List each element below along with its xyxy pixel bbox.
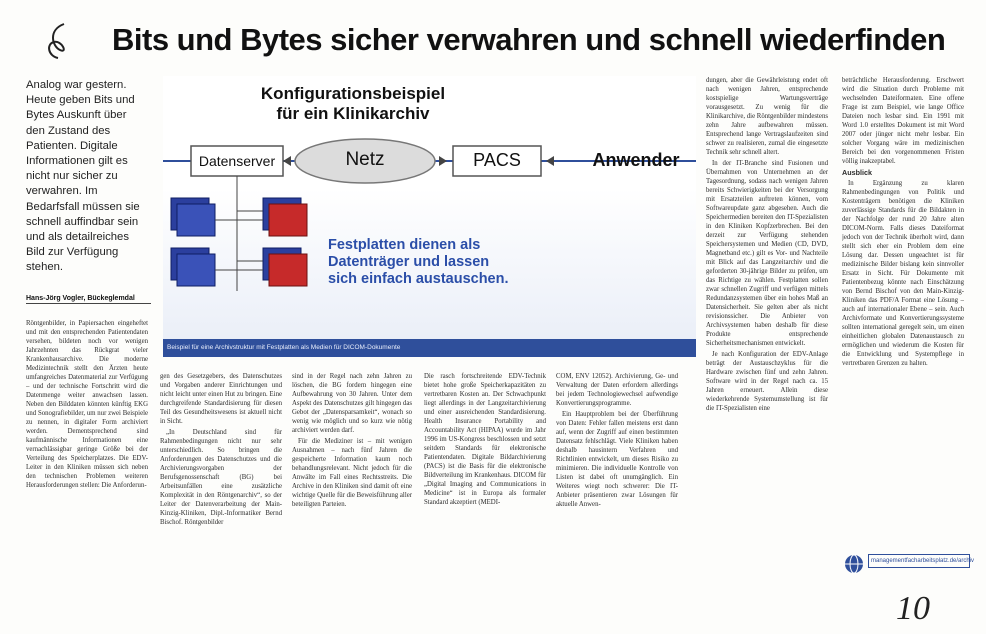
paragraph: COM, ENV 12052). Archivierung, Ge- und Verwaltung der Daten erfordern allerdings bei jedem Technologiewechsel aufwendige Konvertierungsprogramme. bbox=[556, 373, 678, 407]
byline: Hans-Jörg Vogler, Bückeglemdal bbox=[26, 295, 151, 304]
intro-text: Analog war gestern. Heute geben Bits und Bytes Auskunft über den Zustand des Patienten. Digitale Informationen gilt es nicht nur sicher zu verwahren. Im Bedarfsfall müssen sie schnell auffindbar sein und als detailreiches Bild zur Verfügung stehen. bbox=[26, 79, 140, 274]
figure-text-line3: sich einfach austauschen. bbox=[328, 271, 509, 287]
article-column-6 bbox=[706, 76, 828, 588]
figure-title-line1: Konfigurationsbeispiel bbox=[260, 84, 446, 103]
globe-icon bbox=[844, 554, 864, 574]
paragraph: dungen, aber die Gewährleistung endet oft nach wenigen Jahren, entsprechende kostspielige Wartungsverträge vorausgesetzt. Zu wenig für die Klinikarchive, die Röntgenbilder mindestens zehn Jahre aufbewahren müssen. Entsprechend lange Vertragslaufzeiten sind schwer zu realisieren, zumal die eingesetzte Technik sehr schnell altert. bbox=[706, 77, 828, 156]
article-column-2 bbox=[160, 372, 282, 588]
paragraph: „In Deutschland sind für Rahmenbedingungen nicht nur sehr unterschiedlich. So bringen die Anforderungen des Datenschutzes und die Archivierungsvorgaben der Berufsgenossenschaft (BG) bei Arbeitsunfällen eine zusätzliche Komplexität in den Röntgenarchiv“, so der Leiter der Datenverarbeitung der Main-Kinzig-Kliniken, Dipl.-Informatiker Bernd Bischof. Röntgenbilder bbox=[160, 429, 282, 526]
disk-stack-right bbox=[263, 198, 307, 286]
pacs-label: PACS bbox=[473, 150, 521, 170]
disk-stack-left bbox=[171, 198, 215, 286]
web-link-text: managementfacharbeitsplatz.de/archiv bbox=[868, 554, 970, 568]
arrow-left-icon bbox=[283, 156, 291, 166]
paragraph: In Ergänzung zu klaren Rahmenbedingungen von Politik und Kostenträgern benötigen die Kliniken zuverlässige Standards für die Bildakten in der Nachfolge der rund 20 Jahre alten DICOM-Norm. Falls dieses Dateiformat jedoch von der Technik überholt wird, dann stellt sich eher ein Problem dem eine Lösung dar. Dessen ungeachtet ist für medizinische Bilder bislang kein sinnvoller Ersatz in Sicht. Für Dokumente mit Patientenbezug könnte nach Einschätzung von Bernd Bischof von den Main-Kinzig-Kliniken das PDF/A Format eine Lösung – auch auf internationaler Ebene – sein. Auch Archivformate und Konvertierungssysteme sollten international geregelt sein, um einen einheitlichen globalen Datenaustausch zu ermöglichen und wiederum die Kosten für die Entwicklung und Systempflege in vertretbaren Grenzen zu halten. bbox=[842, 180, 964, 367]
paragraph: sind in der Regel nach zehn Jahren zu löschen, die BG fordern hingegen eine Aufbewahrung von 30 Jahren. Unter dem Aspekt des Datenschutzes gilt hingegen das Gebot der „Datensparsamkeit“, wonach so wenig wie möglich und so kurz wie nötig archiviert werden darf. bbox=[292, 373, 412, 434]
handwritten-mark-icon bbox=[34, 20, 84, 62]
article-column-7 bbox=[842, 76, 964, 546]
anwender-label: Anwender bbox=[592, 150, 680, 170]
figure-text-line1: Festplatten dienen als bbox=[328, 237, 481, 253]
figure-description bbox=[328, 237, 538, 288]
figure-title-line2: für ein Klinikarchiv bbox=[276, 104, 430, 123]
paragraph: In der IT-Branche sind Fusionen und Übernahmen von Unternehmen an der Tagesordnung, sodass nach wenigen Jahren bereits Schwierigkeiten bei der Versorgung mit Ersatzteilen auftreten können, vom Softwareupdate ganz abgesehen. Auch die Speichermedien bereiten den IT-Spezialisten in den Kliniken Kopfzerbrechen. Bei den derzeit zur Verfügung stehenden Speichersystemen und Medien (CD, DVD, Magnetband etc.) gilt es Vor- und Nachteile mit Blick auf das Langzeitarchiv und die geforderten 30-jährige Bilder zu prüfen, um das Richtige zu wählen. Festplatten sollen zwar schnellen Zugriff und verfügen mittels Redundanzsystemen über ein hohes Maß an Datensicherheit. Sie gelten aber als nicht revisionssicher. Die Anbieter von Archivsystemen haben deshalb für diese Produkte entsprechende Sicherheitsmechanismen entwickelt. bbox=[706, 160, 828, 347]
paragraph: Ein Hauptproblem bei der Überführung von Daten: Fehler fallen meistens erst dann auf, wenn der Zugriff auf einen bestimmten Datensatz fehlschlägt. Viele Kliniken haben deshalb hausintern Verfahren und Richtlinien entwickelt, um dieses Risiko zu minimieren. Die individuelle Kontrolle von Listen ist dabei oft unumgänglich. Ein Weiteres wiegt noch schwerer: Die IT-Anbieter präsentieren zwar Lösungen für aktuelle Anwen- bbox=[556, 411, 678, 508]
article-column-5 bbox=[556, 372, 678, 588]
figure-text-line2: Datenträger und lassen bbox=[328, 254, 490, 270]
article-column-4 bbox=[424, 372, 546, 588]
section-heading: Ausblick bbox=[842, 168, 872, 177]
datenserver-label: Datenserver bbox=[198, 153, 276, 169]
netz-label: Netz bbox=[345, 149, 385, 170]
figure-diagram bbox=[163, 76, 696, 338]
paragraph: beträchtliche Herausforderung. Erschwert wird die Situation durch Probleme mit wechselnden Dateiformaten. Eine offene Frage ist zum Beispiel, wie lange Office Dateien noch lesbar sind. Ein 1991 mit Word 1.0 erstelltes Dokument ist mit Word 2007 oder jünger nicht mehr lesbar. Ein solcher Vorgang wäre im medizinischen Bereich bei den vorgenommenen Fristen völlig inakzeptabel. bbox=[842, 77, 964, 165]
paragraph: Je nach Konfiguration der EDV-Anlage beträgt der Austauschzyklus für die Hardware zwischen fünf und zehn Jahren. Software wird in der Regel nach ca. 15 Jahren erneuert. Allein diese wiederkehrende Systemumstellung ist für die IT-Spezialisten eine bbox=[706, 351, 828, 412]
headline: Bits und Bytes sicher verwahren und schnell wiederfinden bbox=[112, 22, 946, 57]
article-column-3 bbox=[292, 372, 412, 588]
paragraph: Für die Mediziner ist – mit wenigen Ausnahmen – nach fünf Jahren die gespeicherte Information kaum noch behandlungsrelevant. Nicht jedoch für die Anwälte im Fall eines Rechtsstreits. Die Archive in den Kliniken sind damit oft eine wichtige Quelle für die Beweisführung aller beteiligten Parteien. bbox=[292, 438, 412, 508]
page-number: 10 bbox=[896, 590, 930, 627]
paragraph: gen des Gesetzgebers, des Datenschutzes und Vorgaben anderer Einrichtungen und nicht leicht unter einen Hut zu bringen. Eine durchgreifende Standardisierung für diesen Teil des Gesundheitswesens ist aktuell nicht in Sicht. bbox=[160, 373, 282, 425]
article-column-1 bbox=[26, 319, 148, 587]
architecture-figure bbox=[163, 76, 696, 357]
paragraph: Röntgenbilder, in Papiersachen eingeheftet und mit den entsprechenden Patientendaten versehen, bildeten noch vor wenigen Jahrzehnten das Rückgrat vieler Krankenhausarchive. Die moderne Medizintechnik stellt den Ärzten heute umfangreiches Datenmaterial zur Verfügung – und der technische Fortschritt wird die Datenmenge weiter anwachsen lassen. Neben den Bilddaten könnten künftig EKG und Sonografiebilder, um nur zwei Beispiele zu nennen, in digitaler Form archiviert werden. Dementsprechend sind kaufmännische Informationen eine vernachlässigbar geringe Größe bei der Verteilung des Speicherplatzes. Die EDV-Leiter in den Kliniken müssen sich neben den technischen Problemen weiteren Herausforderungen stellen: Die Anforderun- bbox=[26, 320, 148, 489]
paragraph: Die rasch fortschreitende EDV-Technik bietet hohe große Speicherkapazitäten zu vertretbaren Kosten an. Der Schwachpunkt liegt allerdings in der Langzeitarchivierung und einer ausreichenden Standardisierung. Health Insurance Portability and Accountability Act (HIPAA) wurde im Jahr 1996 im US-Kongress beschlossen und setzt seitdem Standards für elektronische Patientendaten. Digitale Bildarchivierung (PACS) ist die Basis für die elektronische Bildverteilung im Krankenhaus. DICOM für „Digital Imaging and Communications in Medicine“ ist in Europa als formaler Standard akzeptiert (MEDI- bbox=[424, 373, 546, 506]
arrow-right-icon bbox=[439, 156, 447, 166]
arrow-left-icon-2 bbox=[546, 156, 554, 166]
figure-caption: Beispiel für eine Archivstruktur mit Festplatten als Medien für DICOM-Dokumente bbox=[163, 339, 696, 357]
web-link-box bbox=[842, 552, 975, 576]
